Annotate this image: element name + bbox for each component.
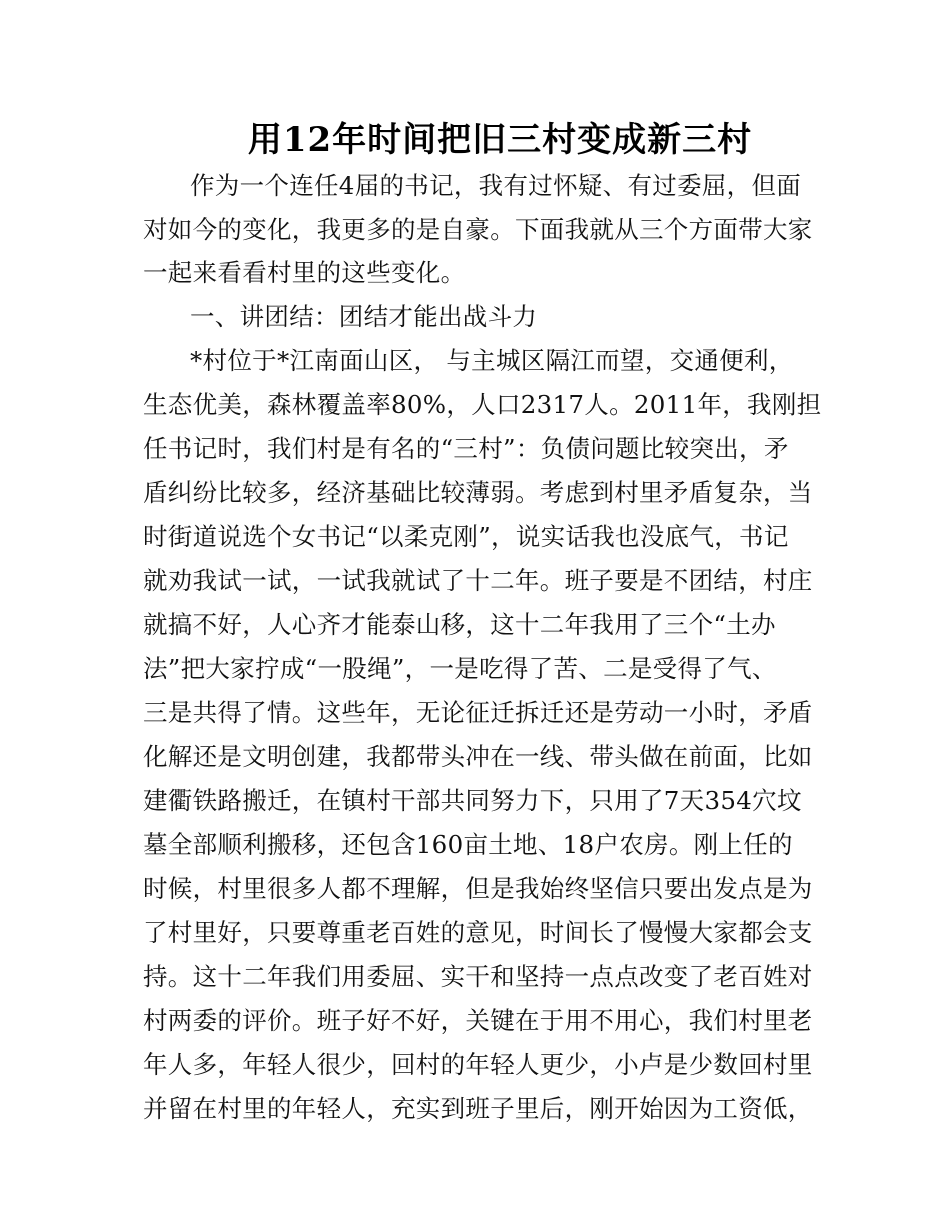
paragraph-line: 一起来看看村里的这些变化。 [143, 258, 466, 287]
document-title: 用12年时间把旧三村变成新三村 [247, 120, 753, 160]
paragraph-line: 并留在村里的年轻人，充实到班子里后，刚开始因为工资低， [143, 1094, 813, 1123]
section-heading: 一、讲团结：团结才能出战斗力 [190, 302, 538, 331]
paragraph-line: 了村里好，只要尊重老百姓的意见，时间长了慢慢大家都会支 [143, 918, 813, 947]
paragraph-line: 建衢铁路搬迁，在镇村干部共同努力下，只用了7天354穴坟 [143, 786, 802, 815]
paragraph-line: 持。这十二年我们用委屈、实干和坚持一点点改变了老百姓对 [143, 962, 813, 991]
paragraph-line: 就搞不好，人心齐才能泰山移，这十二年我用了三个“土办 [143, 610, 776, 639]
paragraph-line: 盾纠纷比较多，经济基础比较薄弱。考虑到村里矛盾复杂，当 [143, 478, 813, 507]
paragraph-line: 生态优美，森林覆盖率80%，人口2317人。2011年，我刚担 [143, 390, 822, 419]
paragraph-line: 就劝我试一试，一试我就试了十二年。班子要是不团结，村庄 [143, 566, 813, 595]
paragraph-line: 法”把大家拧成“一股绳”，一是吃得了苦、二是受得了气、 [143, 654, 777, 683]
paragraph-line: 墓全部顺利搬移，还包含160亩土地、18户农房。刚上任的 [143, 830, 793, 859]
paragraph-line: 年人多，年轻人很少，回村的年轻人更少，小卢是少数回村里 [143, 1050, 813, 1079]
paragraph-line: 化解还是文明创建，我都带头冲在一线、带头做在前面，比如 [143, 742, 813, 771]
paragraph-line: 作为一个连任4届的书记，我有过怀疑、有过委屈，但面 [190, 171, 802, 200]
paragraph-line: *村位于*江南面山区， 与主城区隔江而望，交通便利， [190, 346, 794, 375]
paragraph-line: 对如今的变化，我更多的是自豪。下面我就从三个方面带大家 [143, 215, 813, 244]
paragraph-line: 三是共得了情。这些年，无论征迁拆迁还是劳动一小时，矛盾 [143, 698, 813, 727]
paragraph-line: 时街道说选个女书记“以柔克刚”，说实话我也没底气，书记 [143, 522, 789, 551]
paragraph-line: 村两委的评价。班子好不好，关键在于用不用心，我们村里老 [143, 1006, 813, 1035]
paragraph-line: 时候，村里很多人都不理解，但是我始终坚信只要出发点是为 [143, 874, 813, 903]
paragraph-line: 任书记时，我们村是有名的“三村”：负债问题比较突出，矛 [143, 434, 789, 463]
